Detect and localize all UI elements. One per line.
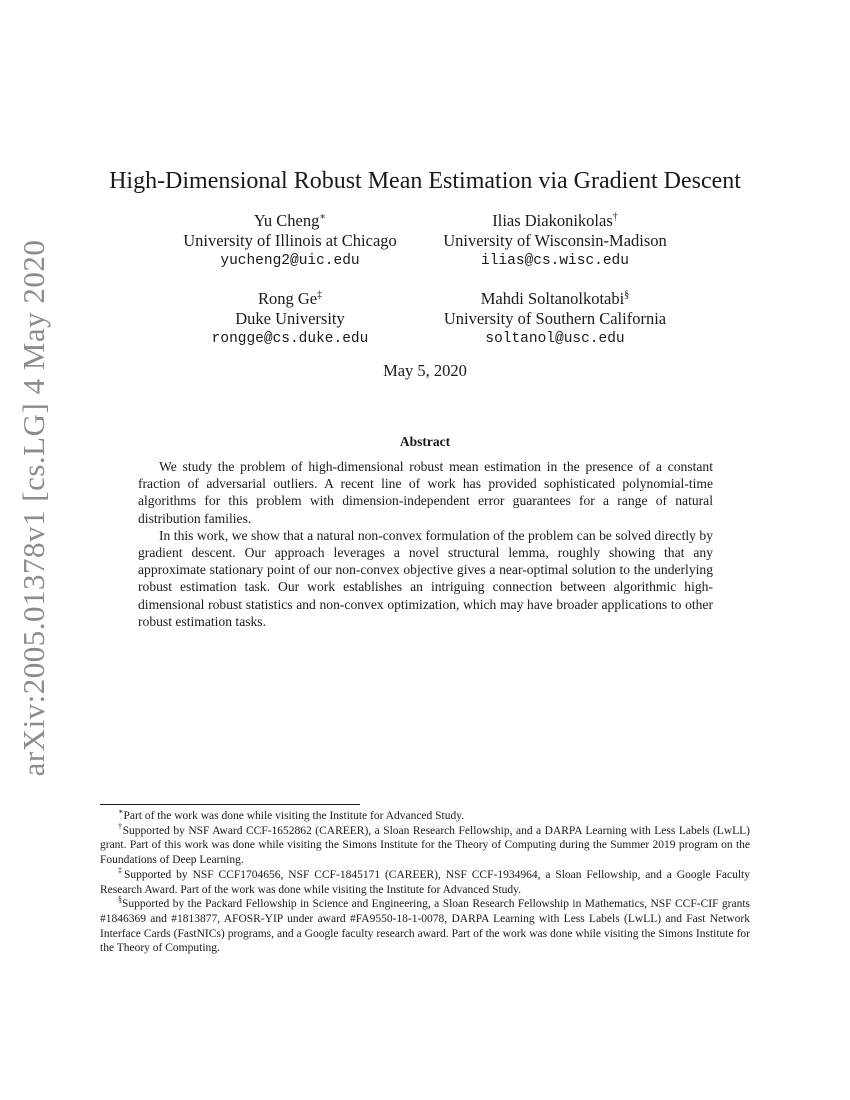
author-affiliation: University of Illinois at Chicago: [183, 231, 397, 250]
footnote-mark: ‡: [118, 865, 125, 875]
footnote-mark: ∗: [118, 807, 124, 817]
author-affiliation: University of Southern California: [443, 309, 667, 328]
footnote: ‡Supported by NSF CCF1704656, NSF CCF-1845171 (CAREER), NSF CCF-1934964, a Sloan Fellowship, and a Google Faculty Research Award. Part of the work was done while visiting the Institute for Advanced Study.: [100, 865, 750, 896]
author-name: Ilias Diakonikolas†: [492, 211, 618, 230]
footnote: ∗Part of the work was done while visiting the Institute for Advanced Study.: [118, 807, 465, 822]
paper-title: High-Dimensional Robust Mean Estimation via Gradient Descent: [109, 168, 741, 195]
author-email: rongge@cs.duke.edu: [211, 331, 369, 347]
author-block-soltanolkotabi: [405, 289, 705, 349]
author-email: soltanol@usc.edu: [485, 331, 625, 347]
footnotes: [100, 809, 750, 956]
author-affiliation: University of Wisconsin-Madison: [443, 231, 667, 250]
author-email: ilias@cs.wisc.edu: [481, 253, 629, 269]
author-name: Rong Ge‡: [257, 289, 323, 308]
author-email: yucheng2@uic.edu: [220, 253, 360, 269]
footnote-mark: §: [624, 289, 630, 301]
footnote-mark: §: [118, 895, 122, 905]
author-block-ge: [150, 289, 430, 349]
author-affiliation: Duke University: [235, 309, 345, 328]
footnote: §Supported by the Packard Fellowship in Science and Engineering, a Sloan Research Fellowship in Mathematics, NSF CCF-CIF grants #1846369 and #1813877, AFOSR-YIP under award #FA9550-18-1-0078, DARPA Learning with Less Labels (LwLL) and Fast Network Interface Cards (FastNICs) programs, and a Google faculty research award. Part of the work was done while visiting the Simons Institute for the Theory of Computing.: [100, 895, 750, 955]
footnote-mark: †: [118, 821, 123, 831]
abstract-heading: Abstract: [399, 434, 451, 449]
author-block-diakonikolas: [405, 211, 705, 271]
abstract-body: [138, 458, 713, 630]
footnote-divider: [100, 804, 360, 805]
abstract-paragraph: We study the problem of high-dimensional robust mean estimation in the presence of a constant fraction of adversarial outliers. A recent line of work has provided sophisticated polynomial-time algorithms for this problem with dimension-independent error guarantees for a range of natural distribution families.: [138, 459, 713, 526]
abstract-paragraph: In this work, we show that a natural non-convex formulation of the problem can be solved directly by gradient descent. Our approach leverages a novel structural lemma, roughly showing that any approximate stationary point of our non-convex objective gives a near-optimal solution to the underlying robust estimation task. Our work establishes an intriguing connection between algorithmic high-dimensional robust statistics and non-convex optimization, which may have broader applications to other robust estimation tasks.: [138, 527, 713, 629]
author-block-cheng: [150, 211, 430, 271]
footnote-mark: ‡: [317, 289, 323, 301]
footnote-mark: ∗: [319, 211, 327, 223]
author-name: Mahdi Soltanolkotabi§: [480, 289, 630, 308]
footnote: †Supported by NSF Award CCF-1652862 (CAREER), a Sloan Research Fellowship, and a DARPA Learning with Less Labels (LwLL) grant. Part of this work was done while visiting the Simons Institute for the Theory of Computing during the Summer 2019 program on the Foundations of Deep Learning.: [100, 821, 750, 867]
author-name: Yu Cheng∗: [253, 211, 327, 230]
paper-date: May 5, 2020: [383, 361, 467, 380]
footnote-mark: †: [612, 211, 618, 223]
arxiv-identifier-stamp: arXiv:2005.01378v1 [cs.LG] 4 May 2020: [16, 239, 51, 777]
